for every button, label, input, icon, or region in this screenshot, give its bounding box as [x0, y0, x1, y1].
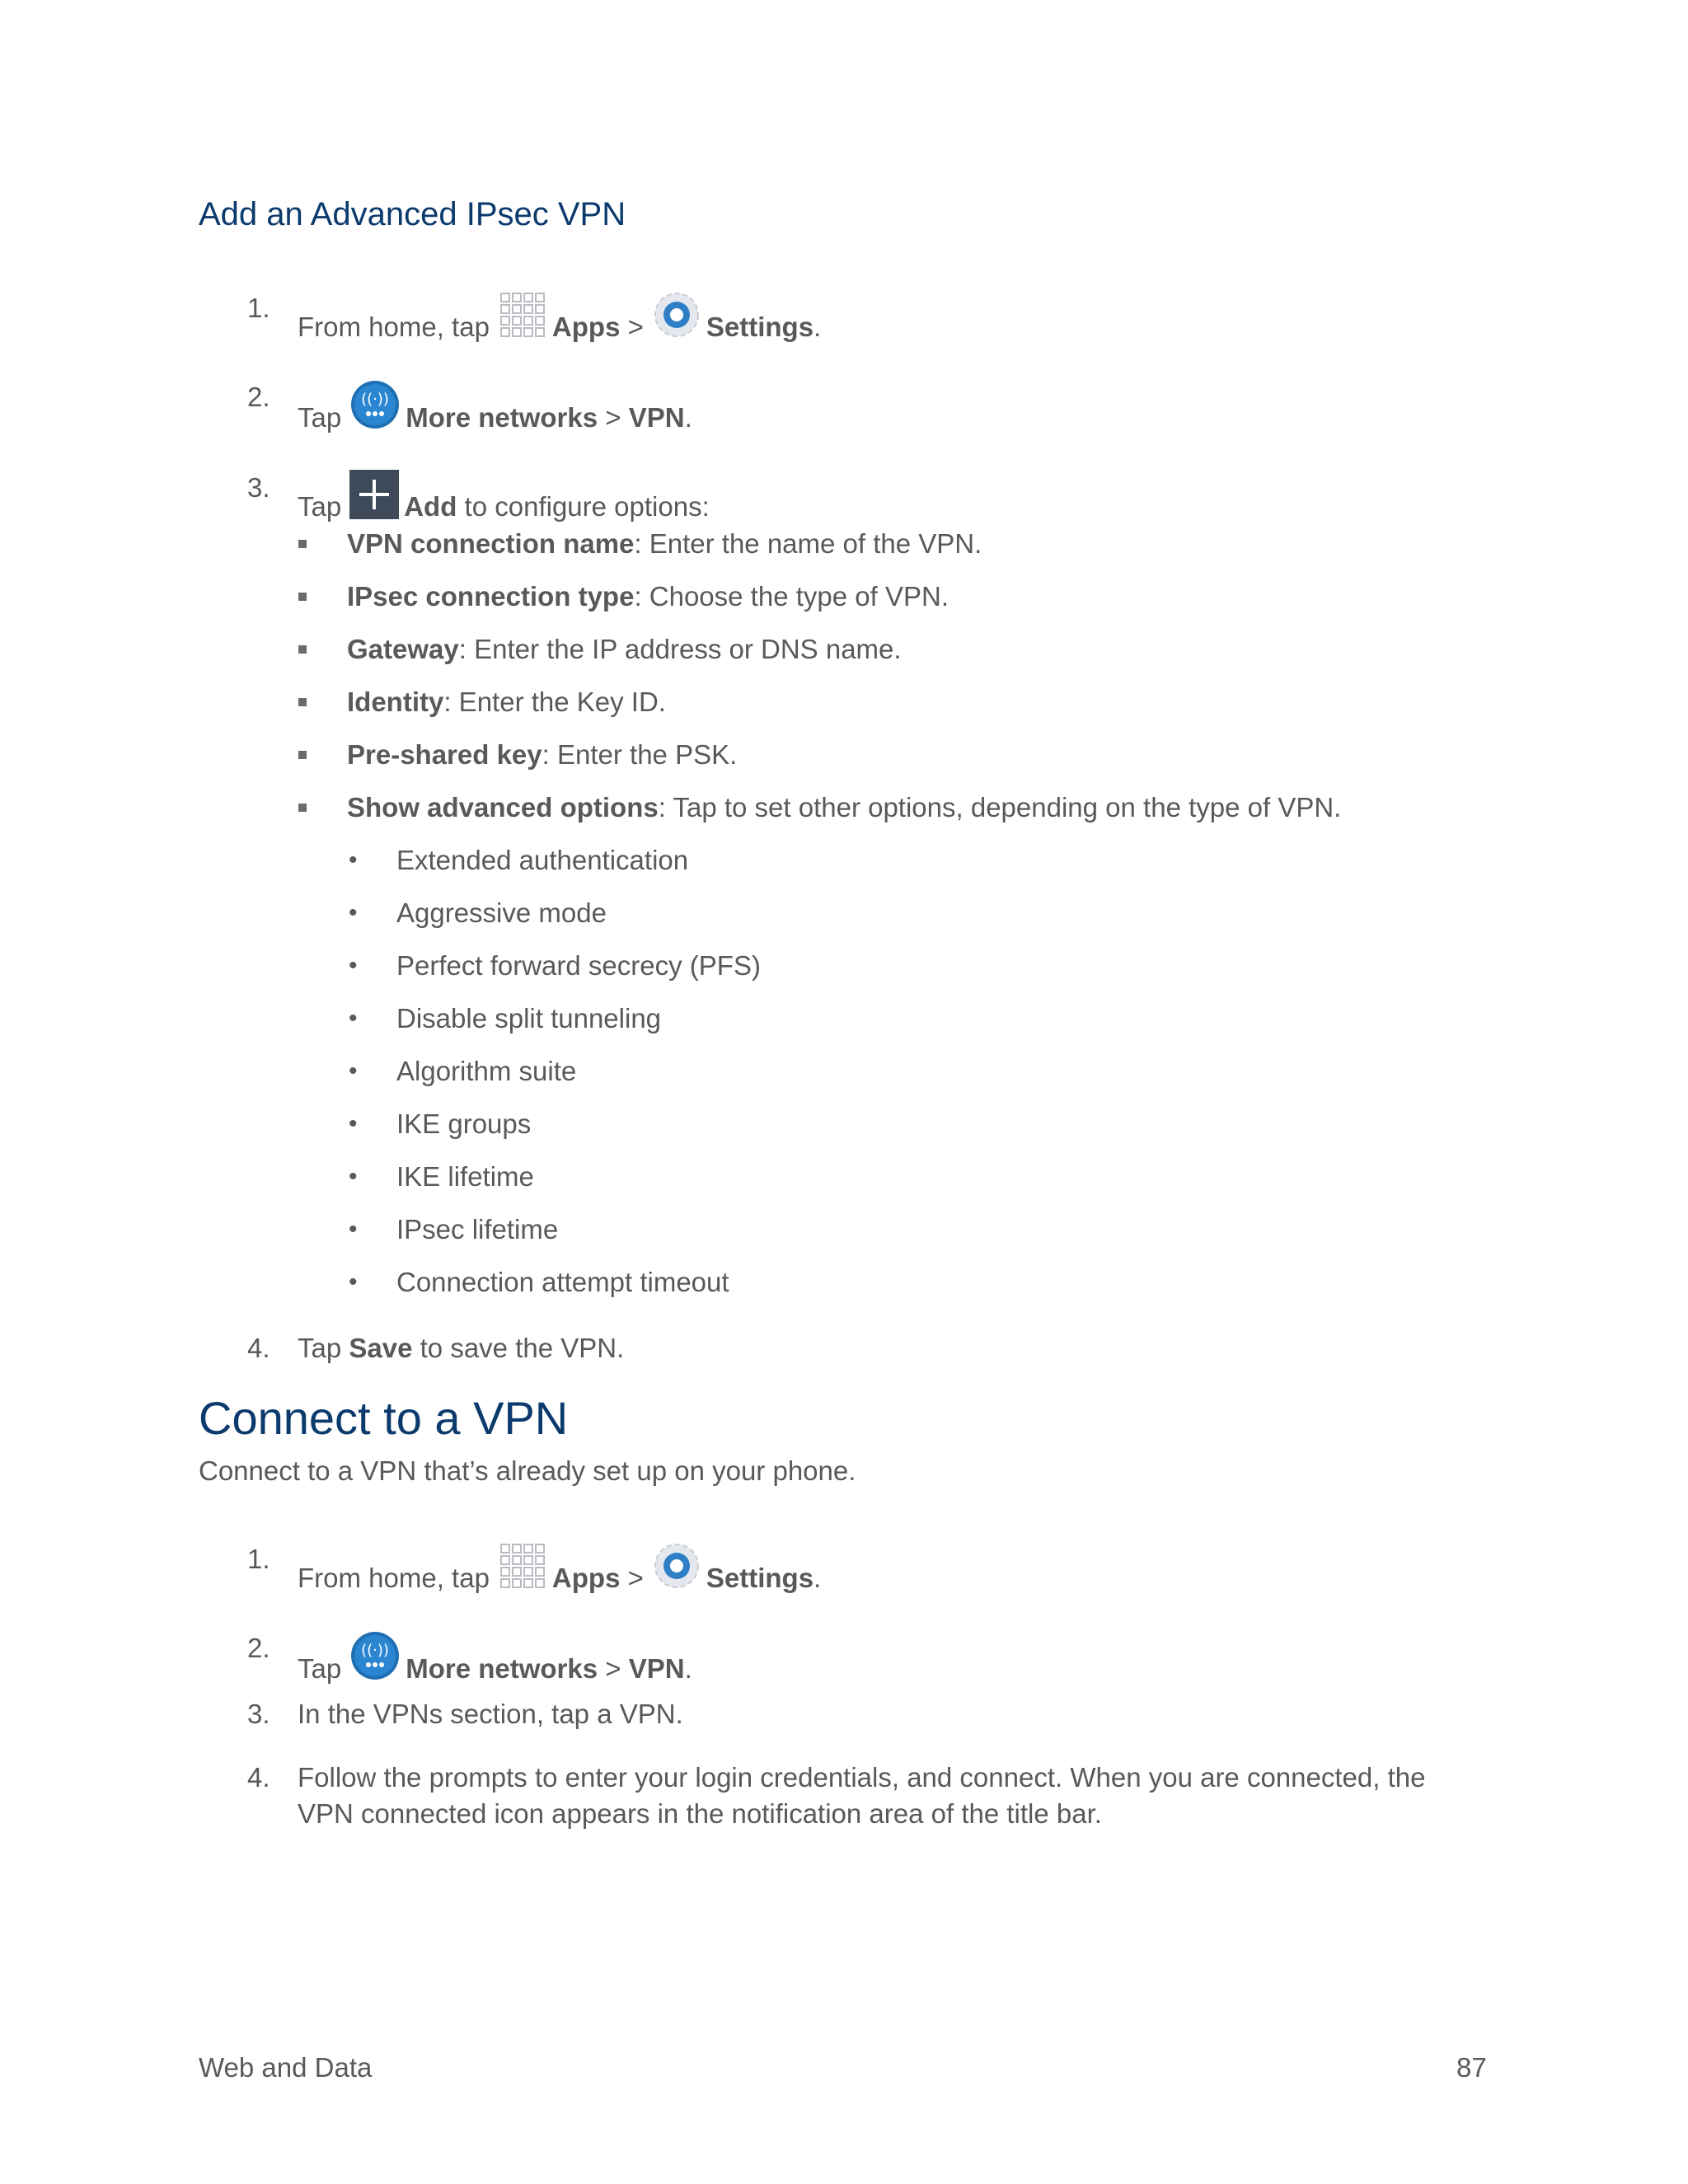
separator: >: [605, 402, 621, 433]
advanced-option-text: Extended authentication: [396, 845, 689, 875]
settings-label: Settings: [706, 1563, 814, 1593]
settings-label: Settings: [706, 312, 814, 342]
page-number: 87: [1456, 2052, 1487, 2083]
step-prefix: Tap: [298, 1653, 342, 1684]
settings-gear-icon: [652, 290, 701, 349]
option-label: Identity: [347, 687, 444, 717]
advanced-option-text: IKE lifetime: [396, 1161, 534, 1192]
step-prefix: Tap: [298, 491, 342, 522]
step-text: [298, 379, 692, 439]
add-plus-icon: [349, 470, 399, 528]
section-heading-connect-vpn: Connect to a VPN: [199, 1392, 569, 1444]
bullet-icon: •: [349, 846, 358, 874]
apps-grid-icon: [498, 290, 547, 349]
option-label: Gateway: [347, 634, 459, 664]
more-networks-label: More networks: [406, 1653, 598, 1684]
period: .: [684, 402, 692, 433]
step-suffix: to save the VPN.: [420, 1333, 625, 1363]
period: .: [814, 1563, 822, 1593]
period: .: [684, 1653, 692, 1684]
step-number: 2.: [247, 1633, 270, 1663]
option-label: Show advanced options: [347, 792, 659, 823]
step-number: 2.: [247, 382, 270, 412]
step-number: 4.: [247, 1762, 270, 1793]
section-intro: Connect to a VPN that’s already set up on your phone.: [199, 1455, 856, 1486]
separator: >: [605, 1653, 621, 1684]
option-label: VPN connection name: [347, 528, 635, 559]
save-label: Save: [349, 1333, 413, 1363]
option-label: IPsec connection type: [347, 581, 635, 612]
square-bullet-icon: [298, 698, 307, 706]
step-suffix: to configure options:: [464, 491, 710, 522]
step-number: 3.: [247, 472, 270, 503]
svg-text:((·)): ((·)): [361, 391, 390, 408]
step-number: 1.: [247, 293, 270, 323]
bullet-icon: •: [349, 1110, 358, 1137]
square-bullet-icon: [298, 593, 307, 601]
separator: >: [627, 312, 644, 342]
more-networks-icon: [349, 1630, 401, 1690]
square-bullet-icon: [298, 751, 307, 759]
step-number: 1.: [247, 1544, 270, 1574]
option-desc: : Tap to set other options, depending on the type of VPN.: [658, 792, 1342, 823]
step-text: [298, 290, 821, 349]
option-desc: : Enter the PSK.: [542, 739, 738, 770]
advanced-option-text: Perfect forward secrecy (PFS): [396, 950, 761, 981]
more-networks-icon: [349, 379, 401, 439]
settings-gear-icon: [652, 1541, 701, 1600]
bullet-icon: •: [349, 1216, 358, 1243]
bullet-icon: •: [349, 952, 358, 979]
advanced-option-text: Connection attempt timeout: [396, 1267, 729, 1297]
step-prefix: Tap: [298, 402, 342, 433]
step-text: [298, 470, 710, 528]
option-desc: : Enter the IP address or DNS name.: [458, 634, 902, 664]
step-text: [298, 1541, 821, 1600]
option-desc: : Choose the type of VPN.: [634, 581, 949, 612]
add-label: Add: [404, 491, 457, 522]
option-desc: : Enter the Key ID.: [443, 687, 666, 717]
bullet-icon: •: [349, 1057, 358, 1085]
option-label: Pre-shared key: [347, 739, 542, 770]
square-bullet-icon: [298, 804, 307, 812]
apps-grid-icon: [498, 1541, 547, 1600]
step-text: In the VPNs section, tap a VPN.: [298, 1699, 683, 1729]
step-prefix: From home, tap: [298, 1563, 490, 1593]
more-networks-label: More networks: [406, 402, 598, 433]
advanced-option-text: IPsec lifetime: [396, 1214, 559, 1244]
svg-text:((·)): ((·)): [361, 1642, 390, 1659]
vpn-label: VPN: [628, 1653, 685, 1684]
step-text: [298, 1630, 692, 1690]
bullet-icon: •: [349, 1163, 358, 1190]
bullet-icon: •: [349, 899, 358, 926]
advanced-option-text: IKE groups: [396, 1108, 532, 1139]
step-text: [298, 1330, 624, 1366]
advanced-option-text: Disable split tunneling: [396, 1003, 662, 1033]
step-number: 4.: [247, 1333, 270, 1363]
advanced-option-text: Aggressive mode: [396, 898, 607, 928]
footer-section-title: Web and Data: [199, 2052, 373, 2083]
square-bullet-icon: [298, 645, 307, 654]
apps-label: Apps: [551, 312, 621, 342]
period: .: [814, 312, 822, 342]
advanced-option-text: Algorithm suite: [396, 1056, 577, 1086]
separator: >: [627, 1563, 644, 1593]
step-prefix: From home, tap: [298, 312, 490, 342]
step-number: 3.: [247, 1699, 270, 1729]
bullet-icon: •: [349, 1005, 358, 1032]
section-heading-advanced-ipsec: Add an Advanced IPsec VPN: [199, 196, 626, 232]
bullet-icon: •: [349, 1268, 358, 1296]
square-bullet-icon: [298, 540, 307, 548]
option-desc: : Enter the name of the VPN.: [634, 528, 982, 559]
s2-step-4-text: Follow the prompts to enter your login credentials, and connect. When you are connected, the VPN connected icon appears in the notification area of the title bar.: [298, 1762, 1426, 1829]
step-prefix: Tap: [298, 1333, 342, 1363]
vpn-label: VPN: [628, 402, 685, 433]
apps-label: Apps: [551, 1563, 621, 1593]
